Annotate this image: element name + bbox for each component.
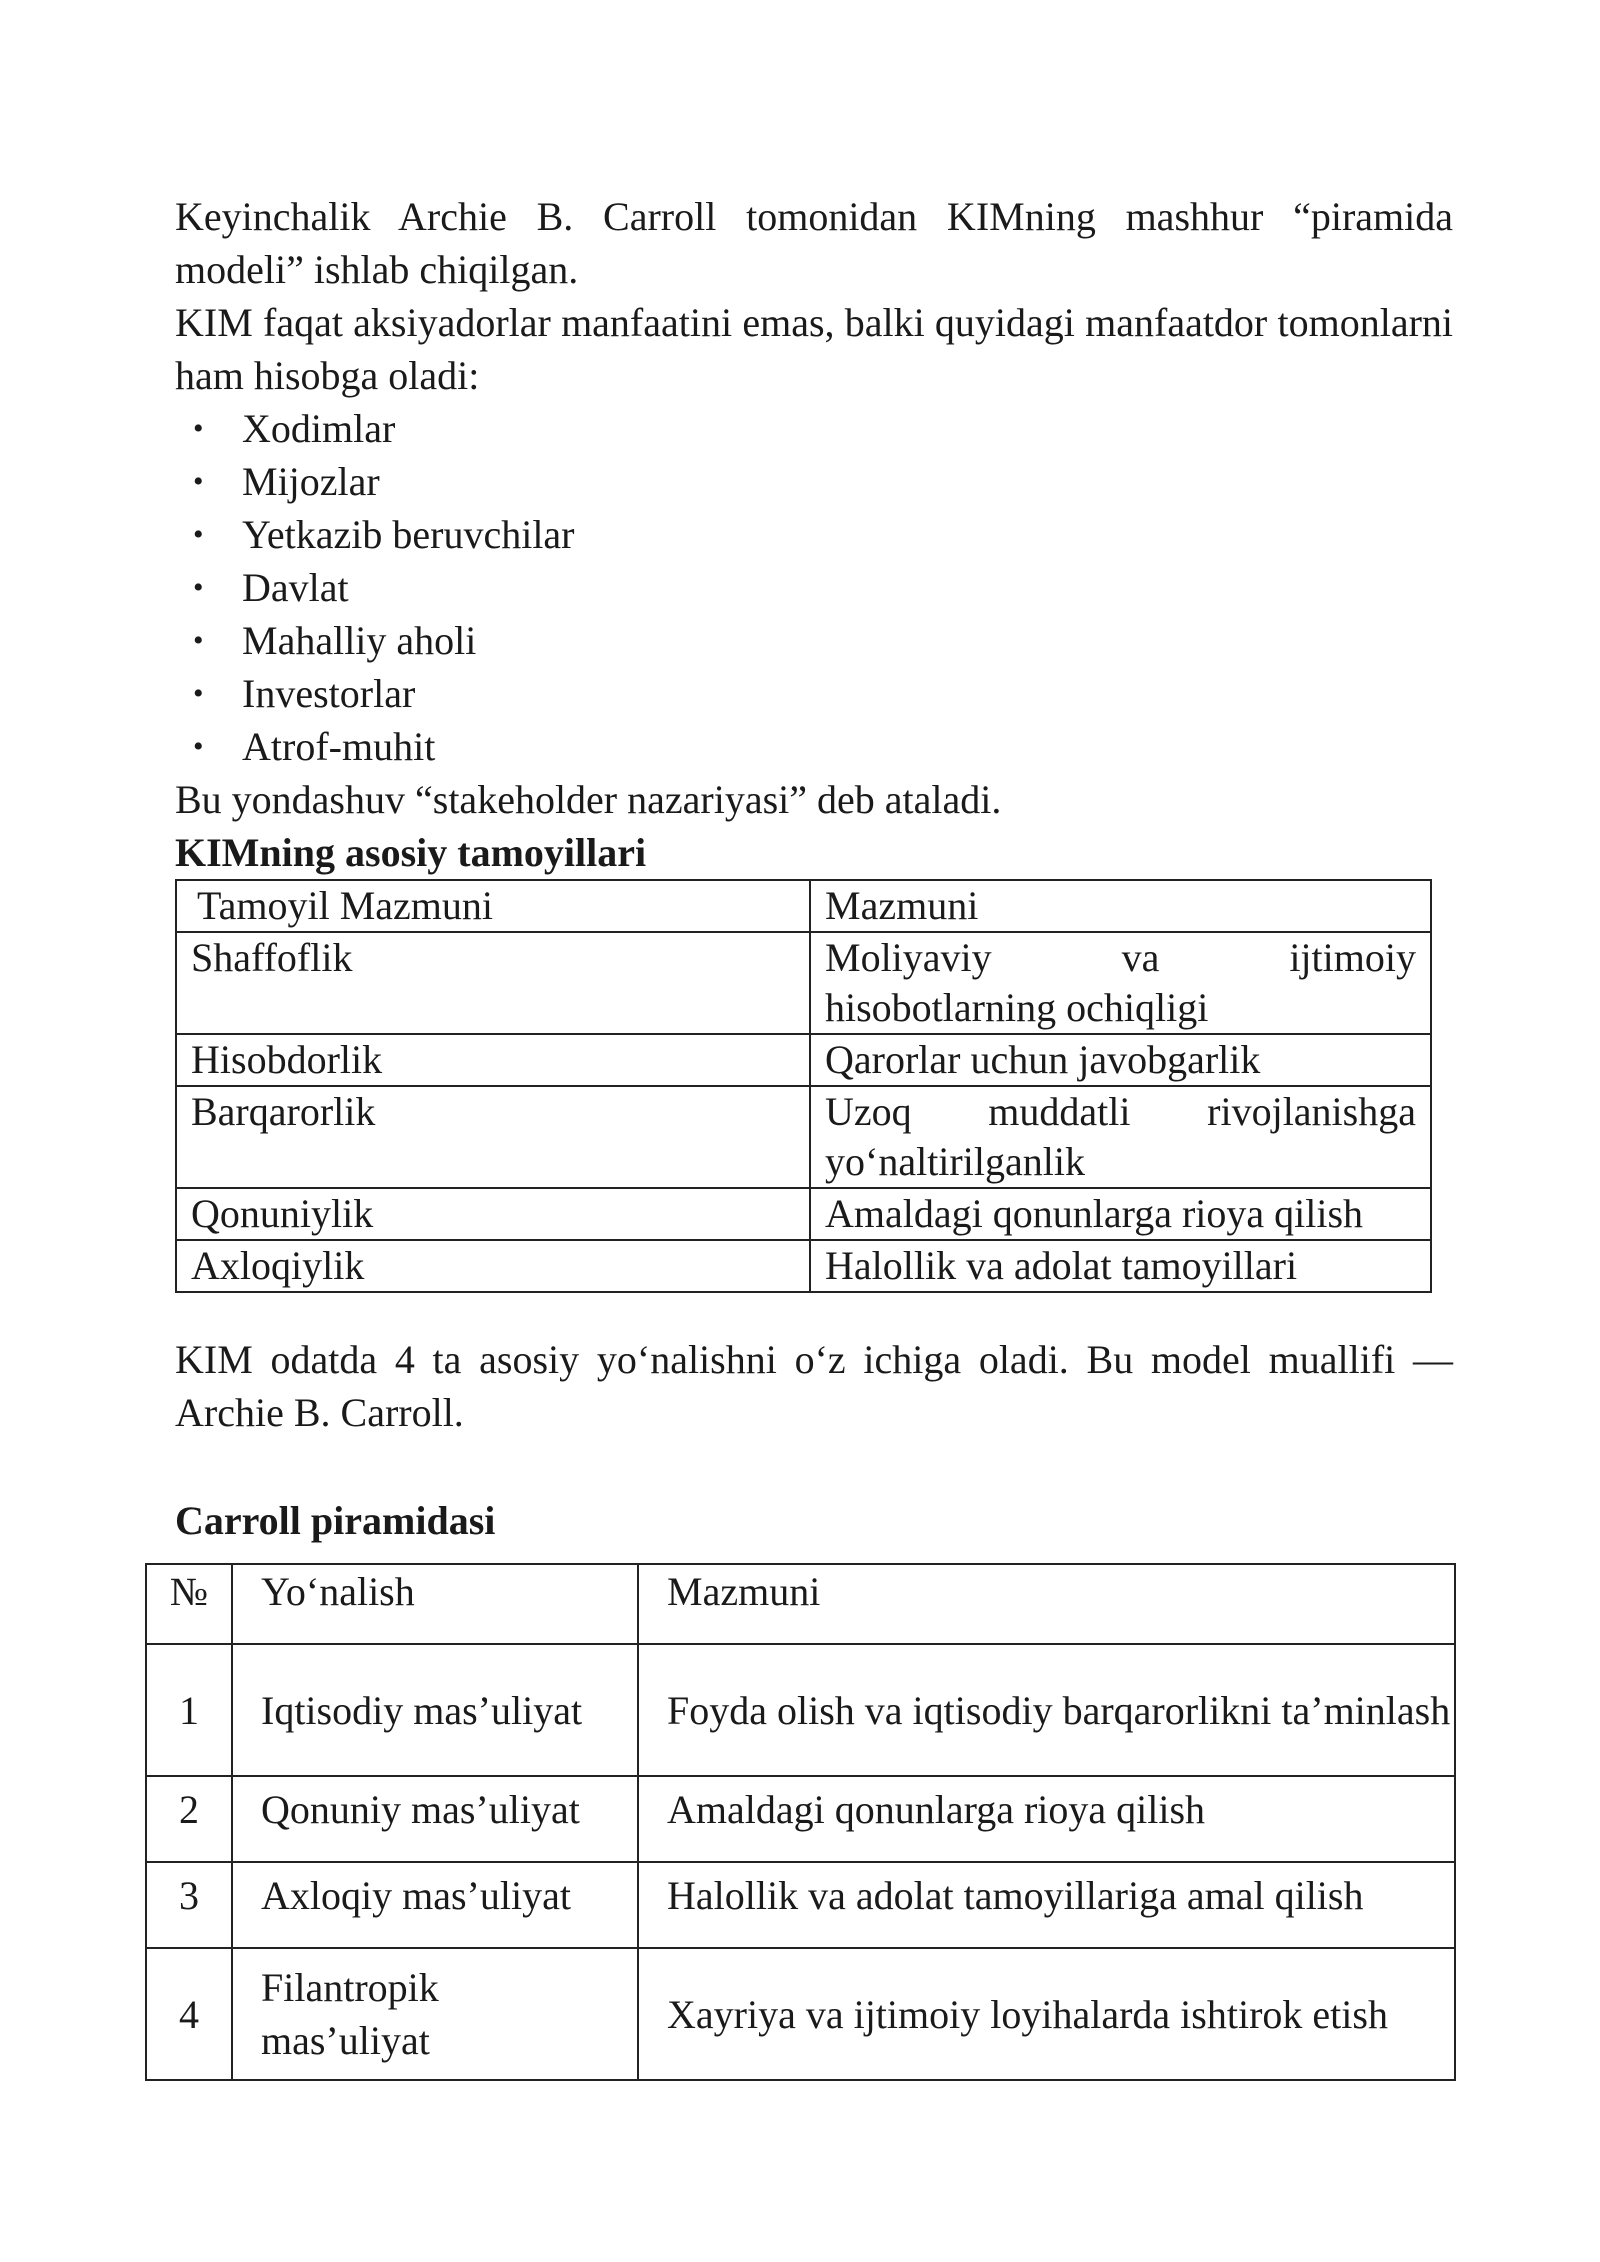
table-row	[176, 932, 1431, 1034]
table-cell: Axloqiy mas’uliyat	[232, 1862, 638, 1948]
table-cell: 2	[146, 1776, 232, 1862]
table-header-cell: Mazmuni	[638, 1564, 1455, 1644]
table-cell: Qonuniy mas’uliyat	[232, 1776, 638, 1862]
table-cell: Barqarorlik	[176, 1086, 810, 1188]
table-row	[176, 1034, 1431, 1086]
table-cell: Qonuniylik	[176, 1188, 810, 1240]
table-header-row	[176, 880, 1431, 932]
table-cell: 1	[146, 1644, 232, 1776]
list-item: • Mijozlar	[175, 455, 1453, 508]
bullet-icon: •	[193, 412, 204, 445]
table-cell: Hisobdorlik	[176, 1034, 810, 1086]
table-cell: Halollik va adolat tamoyillariga amal qilish	[638, 1862, 1455, 1948]
approach-paragraph: Bu yondashuv “stakeholder nazariyasi” deb ataladi.	[175, 777, 1002, 822]
table-cell: Xayriya va ijtimoiy loyihalarda ishtirok etish	[638, 1948, 1455, 2080]
list-item: • Mahalliy aholi	[175, 614, 1453, 667]
table-cell: 3	[146, 1862, 232, 1948]
table-cell: Axloqiylik	[176, 1240, 810, 1292]
pyramid-table	[145, 1563, 1456, 2081]
table-row	[176, 1086, 1431, 1188]
principles-heading: KIMning asosiy tamoyillari	[175, 830, 647, 875]
table-cell: Iqtisodiy mas’uliyat	[232, 1644, 638, 1776]
principles-table	[175, 879, 1432, 1293]
table-header-cell: Mazmuni	[810, 880, 1431, 932]
table-cell: Filantropik mas’uliyat	[232, 1948, 638, 2080]
list-item: • Investorlar	[175, 667, 1453, 720]
table-row	[146, 1948, 1455, 2080]
table-header-row	[146, 1564, 1455, 1644]
table-cell: Uzoq muddatli rivojlanishga yo‘naltirilganlik	[810, 1086, 1431, 1188]
intro-paragraph-1: Keyinchalik Archie B. Carroll tomonidan KIMning mashhur “piramida modeli” ishlab chiqilgan.	[175, 194, 1453, 292]
table-cell: Shaffoflik	[176, 932, 810, 1034]
list-item: • Yetkazib beruvchilar	[175, 508, 1453, 561]
table-cell: Foyda olish va iqtisodiy barqarorlikni ta’minlash	[638, 1644, 1455, 1776]
bullet-icon: •	[193, 571, 204, 604]
document-body	[175, 190, 1453, 1547]
list-item: • Davlat	[175, 561, 1453, 614]
table-header-cell: Tamoyil Mazmuni	[176, 880, 810, 932]
spacer	[175, 1439, 1453, 1494]
pyramid-table-wrapper	[145, 1563, 1456, 2081]
bullet-icon: •	[193, 730, 204, 763]
bullet-icon: •	[193, 518, 204, 551]
table-cell: Amaldagi qonunlarga rioya qilish	[810, 1188, 1431, 1240]
table-row	[146, 1644, 1455, 1776]
table-row	[146, 1862, 1455, 1948]
bullet-icon: •	[193, 465, 204, 498]
table-row	[176, 1240, 1431, 1292]
intro-paragraph-2: KIM faqat aksiyadorlar manfaatini emas, balki quyidagi manfaatdor tomonlarni ham hisobga oladi:	[175, 300, 1453, 398]
table-cell: Amaldagi qonunlarga rioya qilish	[638, 1776, 1455, 1862]
table-cell: Qarorlar uchun javobgarlik	[810, 1034, 1431, 1086]
table-cell: Moliyaviy va ijtimoiy hisobotlarning ochiqligi	[810, 932, 1431, 1034]
bullet-icon: •	[193, 624, 204, 657]
model-paragraph: KIM odatda 4 ta asosiy yo‘nalishni o‘z ichiga oladi. Bu model muallifi — Archie B. Carroll.	[175, 1337, 1453, 1435]
table-header-cell: Yo‘nalish	[232, 1564, 638, 1644]
stakeholder-list	[175, 402, 1453, 773]
list-item: • Xodimlar	[175, 402, 1453, 455]
pyramid-heading: Carroll piramidasi	[175, 1498, 496, 1543]
table-cell: 4	[146, 1948, 232, 2080]
table-header-cell: №	[146, 1564, 232, 1644]
list-item: • Atrof-muhit	[175, 720, 1453, 773]
spacer	[175, 1293, 1453, 1333]
table-row	[146, 1776, 1455, 1862]
table-row	[176, 1188, 1431, 1240]
bullet-icon: •	[193, 677, 204, 710]
table-cell: Halollik va adolat tamoyillari	[810, 1240, 1431, 1292]
